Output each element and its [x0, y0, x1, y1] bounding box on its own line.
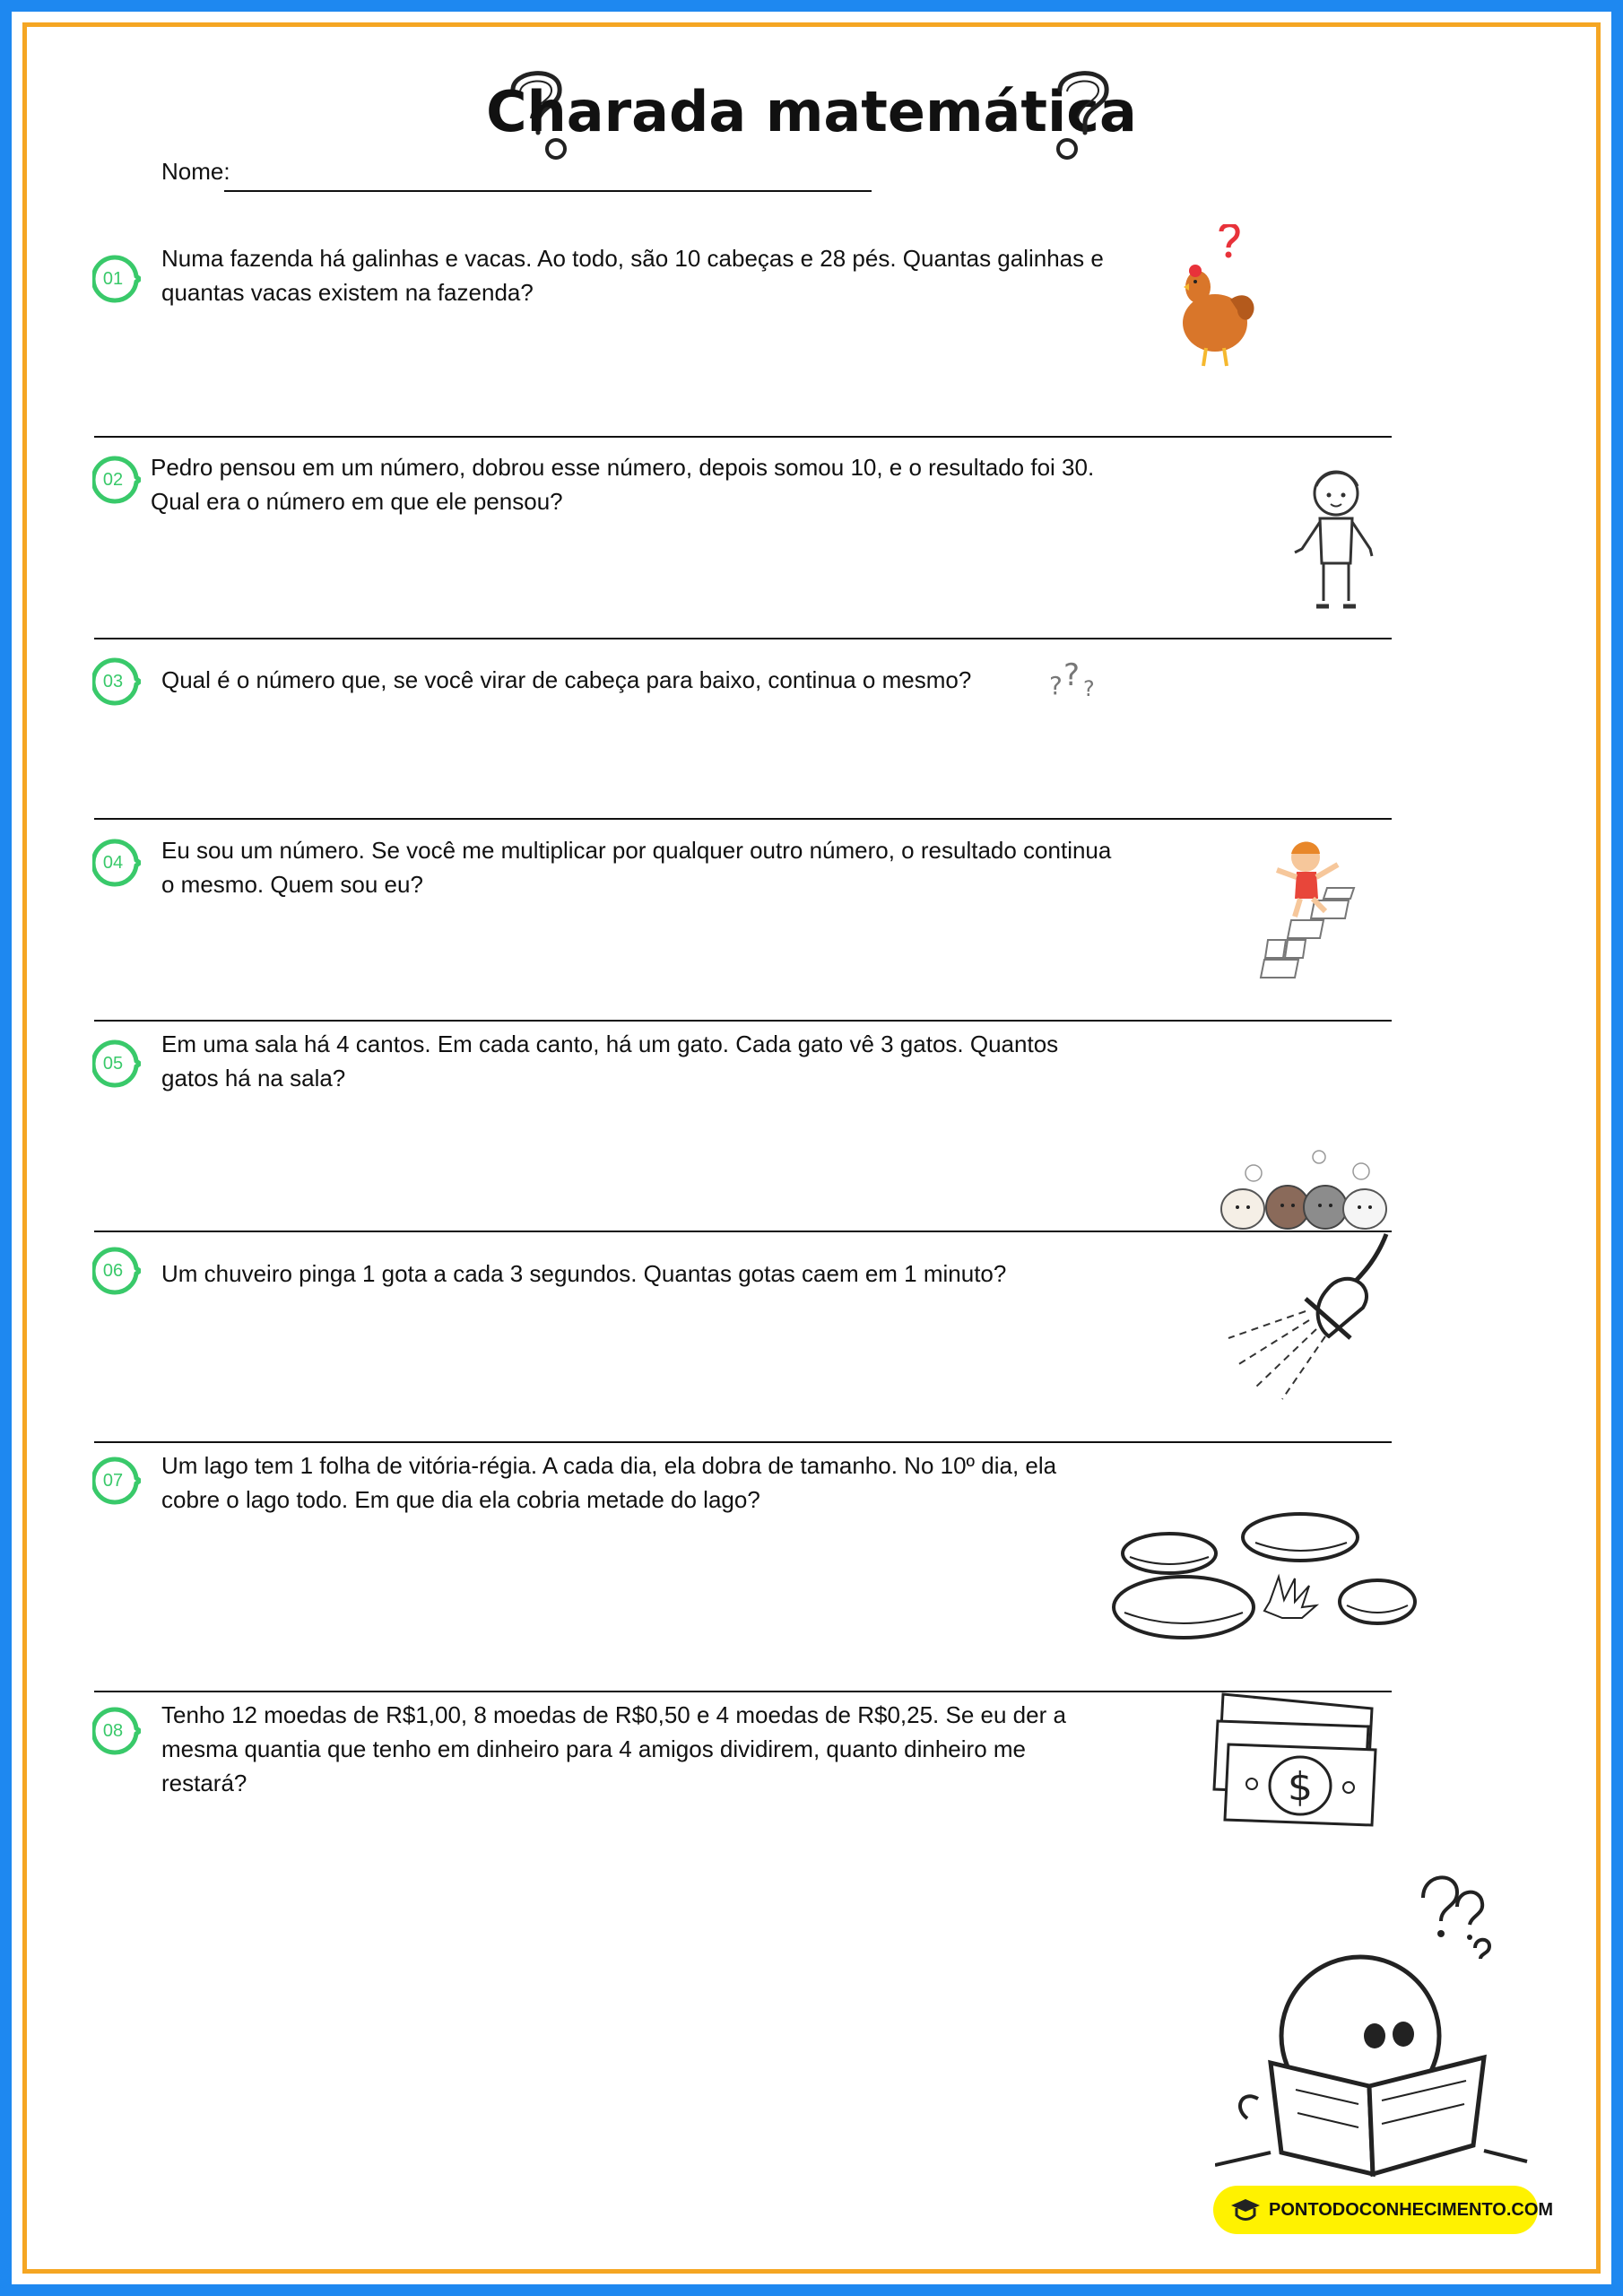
svg-text:$: $: [1288, 1764, 1313, 1810]
answer-line: [94, 818, 1392, 820]
boy-illustration: [1291, 466, 1381, 619]
question-number: 06: [102, 1261, 124, 1281]
question-text: Tenho 12 moedas de R$1,00, 8 moedas de R$0,50 e 4 moedas de R$0,25. Se eu der a mesma quantia que tenho em dinheiro para 4 amigos dividirem, quanto dinheiro me restará?: [161, 1701, 1066, 1796]
lily-pads-illustration: [1112, 1507, 1417, 1650]
answer-line: [94, 1231, 1392, 1232]
question-text: Pedro pensou em um número, dobrou esse número, depois somou 10, e o resultado foi 30. Qual era o número em que ele pensou?: [151, 454, 1095, 515]
answer-line: [94, 1441, 1392, 1443]
question-mark-icon: [1049, 63, 1121, 161]
svg-text:?: ?: [1083, 676, 1095, 701]
site-logo-text: PONTODOCONHECIMENTO.COM: [1269, 2200, 1554, 2220]
question-number: 05: [102, 1054, 124, 1074]
site-logo[interactable]: [1213, 2186, 1554, 2234]
question-number: 08: [102, 1721, 124, 1741]
question-number: 04: [102, 853, 124, 873]
reading-child-illustration: [1215, 1866, 1529, 2188]
answer-line: [94, 1691, 1392, 1692]
question-number: 07: [102, 1471, 124, 1491]
graduation-cap-icon: [1229, 2197, 1262, 2222]
answer-line: [94, 436, 1392, 438]
hopscotch-girl-illustration: [1255, 834, 1381, 982]
cats-illustration: [1216, 1148, 1395, 1233]
question-number: 02: [102, 470, 124, 490]
hen-illustration: [1166, 224, 1264, 372]
question-number: 01: [102, 269, 124, 289]
question-number: 03: [102, 672, 124, 691]
name-answer-line[interactable]: [224, 190, 872, 192]
shower-head-illustration: [1219, 1231, 1390, 1401]
question-text: Numa fazenda há galinhas e vacas. Ao todo, são 10 cabeças e 28 pés. Quantas galinhas e quantas vacas existem na fazenda?: [161, 245, 1104, 306]
question-text: Um lago tem 1 folha de vitória-régia. A cada dia, ela dobra de tamanho. No 10º dia, ela cobre o lago todo. Em que dia ela cobria metade do lago?: [161, 1452, 1057, 1513]
question-text: Em uma sala há 4 cantos. Em cada canto, há um gato. Cada gato vê 3 gatos. Quantos gatos há na sala?: [161, 1031, 1059, 1091]
question-text: Qual é o número que, se você virar de cabeça para baixo, continua o mesmo?: [161, 666, 972, 693]
answer-line: [94, 1020, 1392, 1022]
question-text: Um chuveiro pinga 1 gota a cada 3 segundos. Quantas gotas caem em 1 minuto?: [161, 1260, 1007, 1287]
question-text: Eu sou um número. Se você me multiplicar por qualquer outro número, o resultado continua o mesmo. Quem sou eu?: [161, 837, 1112, 898]
question-marks-icon: [1049, 655, 1103, 704]
svg-text:?: ?: [1063, 657, 1081, 693]
svg-text:?: ?: [1049, 671, 1063, 700]
money-illustration: [1211, 1691, 1381, 1834]
page-title: Charada matemática: [486, 79, 1137, 144]
name-label: Nome:: [161, 158, 230, 185]
answer-line: [94, 638, 1392, 639]
